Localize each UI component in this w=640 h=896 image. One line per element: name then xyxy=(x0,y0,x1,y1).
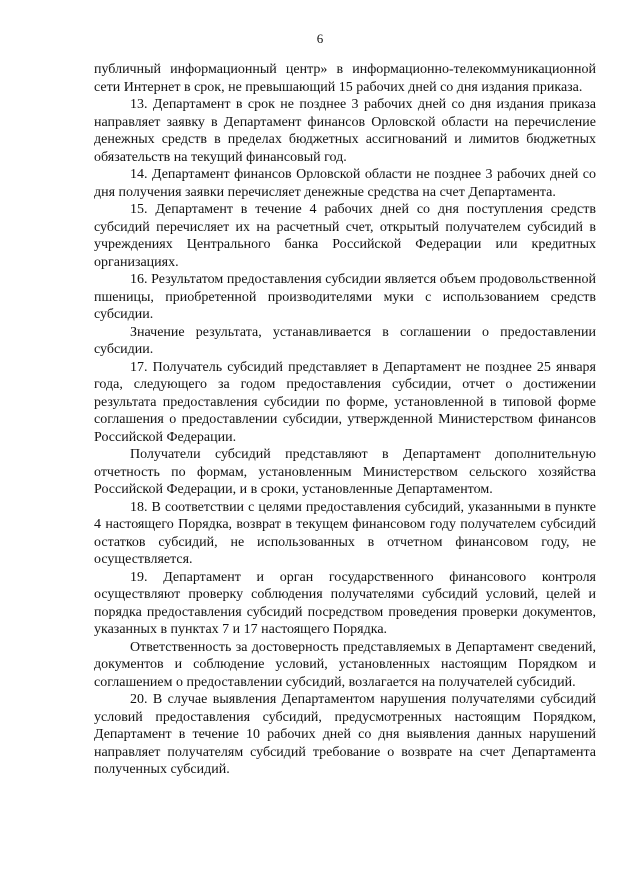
paragraph-16: 16. Результатом предоставления субсидии является объем продовольственной пшеницы, приобретенной производителями муки с использованием средств субсидии. xyxy=(94,272,596,322)
paragraph-19-responsibility: Ответственность за достоверность представляемых в Департамент сведений, документов и соблюдение условий, установленных настоящим Порядком и соглашением о предоставлении субсидий, возлагается на получателей субсидий. xyxy=(94,639,596,690)
paragraph-19: 19. Департамент и орган государственного финансового контроля осуществляют проверку соблюдения получателями субсидий условий, целей и порядка предоставления субсидий посредством проведения проверки документов, указанных в пунктах 7 и 17 настоящего Порядка. xyxy=(94,569,596,637)
paragraph-continuation: публичный информационный центр» в информационно-телекоммуникационной сети Интернет в срок, не превышающий 15 рабочих дней со дня издания приказа. xyxy=(94,62,596,95)
paragraph-13: 13. Департамент в срок не позднее 3 рабочих дней со дня издания приказа направляет заявку в Департамент финансов Орловской области на перечисление денежных средств в пределах бюджетных ассигнований и лимитов бюджетных обязательств на текущий финансовый год. xyxy=(94,97,596,165)
paragraph-17: 17. Получатель субсидий представляет в Департамент не позднее 25 января года, следующего за годом предоставления субсидии, отчет о достижении результата предоставления субсидии по форме, установленной в типовой форме соглашения о предоставлении субсидии, утвержденной Министерством финансов Российской Федерации. xyxy=(94,359,596,445)
paragraph-20: 20. В случае выявления Департаментом нарушения получателями субсидий условий предоставления субсидий, предусмотренных настоящим Порядком, Департамент в течение 10 рабочих дней со дня выявления данных нарушений направляет получателям субсидий требование о возврате на счет Департамента полученных субсидий. xyxy=(94,692,596,777)
paragraph-14: 14. Департамент финансов Орловской области не позднее 3 рабочих дней со дня получения заявки перечисляет денежные средства на счет Департамента. xyxy=(94,167,596,200)
document-body xyxy=(94,61,596,779)
paragraph-15: 15. Департамент в течение 4 рабочих дней со дня поступления средств субсидий перечисляет их на расчетный счет, открытый получателем субсидий в учреждениях Центрального банка Российской Федерации или кредитных организациях. xyxy=(94,202,596,270)
paragraph-18: 18. В соответствии с целями предоставления субсидий, указанными в пункте 4 настоящего Порядка, возврат в текущем финансовом году получателем субсидий остатков субсидий, не использованных в отчетном финансовом году, не осуществляется. xyxy=(94,499,596,567)
paragraph-16-result-value: Значение результата, устанавливается в соглашении о предоставлении субсидии. xyxy=(94,324,596,357)
page-number: 6 xyxy=(316,31,324,46)
paragraph-17-additional-reporting: Получатели субсидий представляют в Департамент дополнительную отчетность по формам, установленным Министерством сельского хозяйства Российской Федерации, и в сроки, установленные Департаментом. xyxy=(94,447,596,497)
